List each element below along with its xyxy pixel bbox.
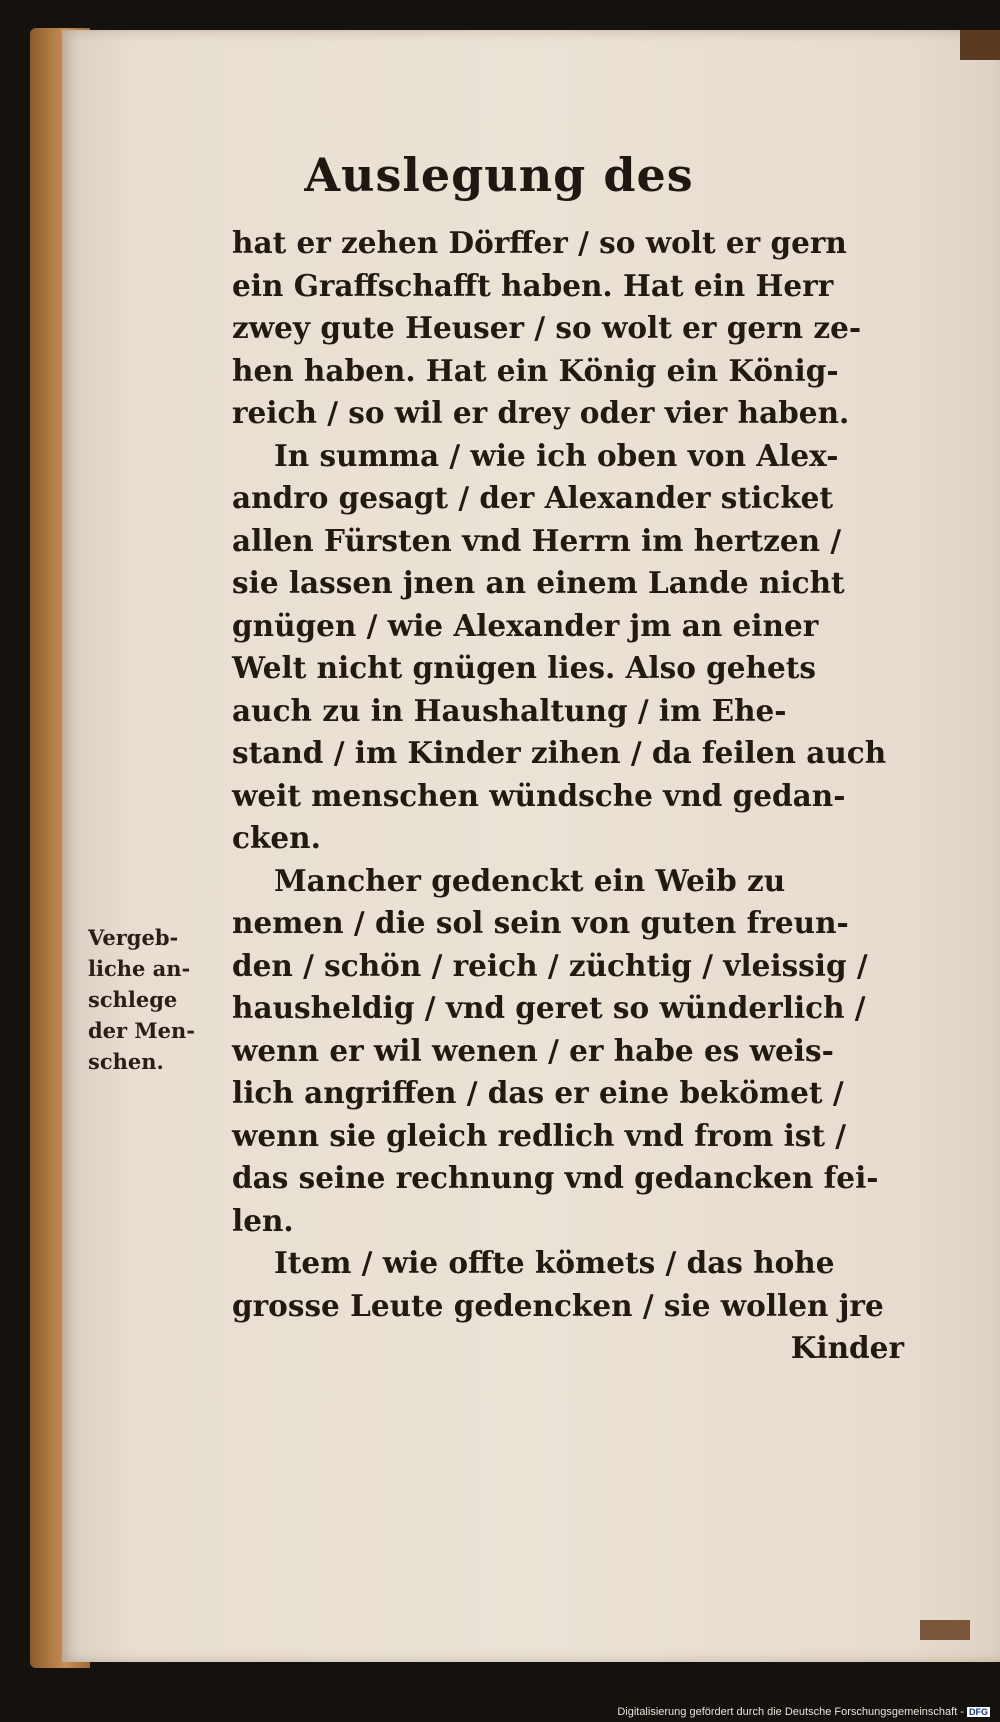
marginal-line: Vergeb- bbox=[88, 925, 179, 950]
digitization-credit bbox=[617, 1706, 990, 1718]
text-line: stand / im Kinder zihen / da feilen auch bbox=[232, 735, 887, 770]
text-line: Mancher gedenckt ein Weib zu bbox=[274, 862, 786, 898]
text-line: In summa / wie ich oben von Alex- bbox=[274, 437, 839, 473]
text-line: sie lassen jnen an einem Lande nicht bbox=[232, 565, 845, 600]
text-line: den / schön / reich / züchtig / vleissig / bbox=[232, 947, 868, 983]
text-line: hausheldig / vnd geret so wünderlich / bbox=[232, 990, 866, 1025]
text-line: hat er zehen Dörffer / so wolt er gern bbox=[232, 225, 847, 260]
text-line: nemen / die sol sein von guten freun- bbox=[232, 905, 849, 940]
credit-text: Digitalisierung gefördert durch die Deutsche Forschungsgemeinschaft - bbox=[617, 1706, 964, 1718]
binding-corner bbox=[960, 30, 1000, 60]
text-line: weit menschen wündsche vnd gedan- bbox=[232, 777, 846, 813]
text-line: hen haben. Hat ein König ein König- bbox=[232, 352, 839, 388]
text-line: allen Fürsten vnd Herrn im hertzen / bbox=[232, 522, 842, 558]
text-line: andro gesagt / der Alexander sticket bbox=[232, 480, 834, 515]
text-line: auch zu in Haushaltung / im Ehe- bbox=[232, 692, 787, 728]
binding-bottom bbox=[920, 1620, 970, 1640]
marginal-line: schen. bbox=[88, 1049, 164, 1074]
text-line: lich angriffen / das er eine bekömet / bbox=[232, 1075, 844, 1110]
text-line: grosse Leute gedencken / sie wollen jre bbox=[232, 1287, 884, 1323]
running-header: Auslegung des bbox=[304, 148, 694, 202]
text-line: gnügen / wie Alexander jm an einer bbox=[232, 607, 819, 643]
dfg-logo: DFG bbox=[969, 1707, 988, 1718]
text-line: len. bbox=[232, 1202, 294, 1238]
text-line: das seine rechnung vnd gedancken fei- bbox=[232, 1160, 879, 1195]
text-line: Item / wie offte kömets / das hohe bbox=[274, 1245, 835, 1280]
marginal-line: liche an- bbox=[88, 956, 191, 981]
text-line: Welt nicht gnügen lies. Also gehets bbox=[232, 650, 817, 685]
text-line: ein Graffschafft haben. Hat ein Herr bbox=[232, 267, 834, 303]
catchword: Kinder bbox=[790, 1330, 904, 1365]
text-line: wenn er wil wenen / er habe es weis- bbox=[232, 1032, 834, 1068]
text-line: reich / so wil er drey oder vier haben. bbox=[232, 395, 850, 430]
text-line: wenn sie gleich redlich vnd from ist / bbox=[232, 1117, 847, 1153]
text-line: zwey gute Heuser / so wolt er gern ze- bbox=[232, 310, 862, 345]
marginal-line: der Men- bbox=[88, 1018, 196, 1043]
text-line: cken. bbox=[232, 820, 321, 855]
body-text bbox=[232, 222, 932, 1370]
marginal-note bbox=[88, 922, 238, 1077]
marginal-line: schlege bbox=[88, 987, 178, 1012]
